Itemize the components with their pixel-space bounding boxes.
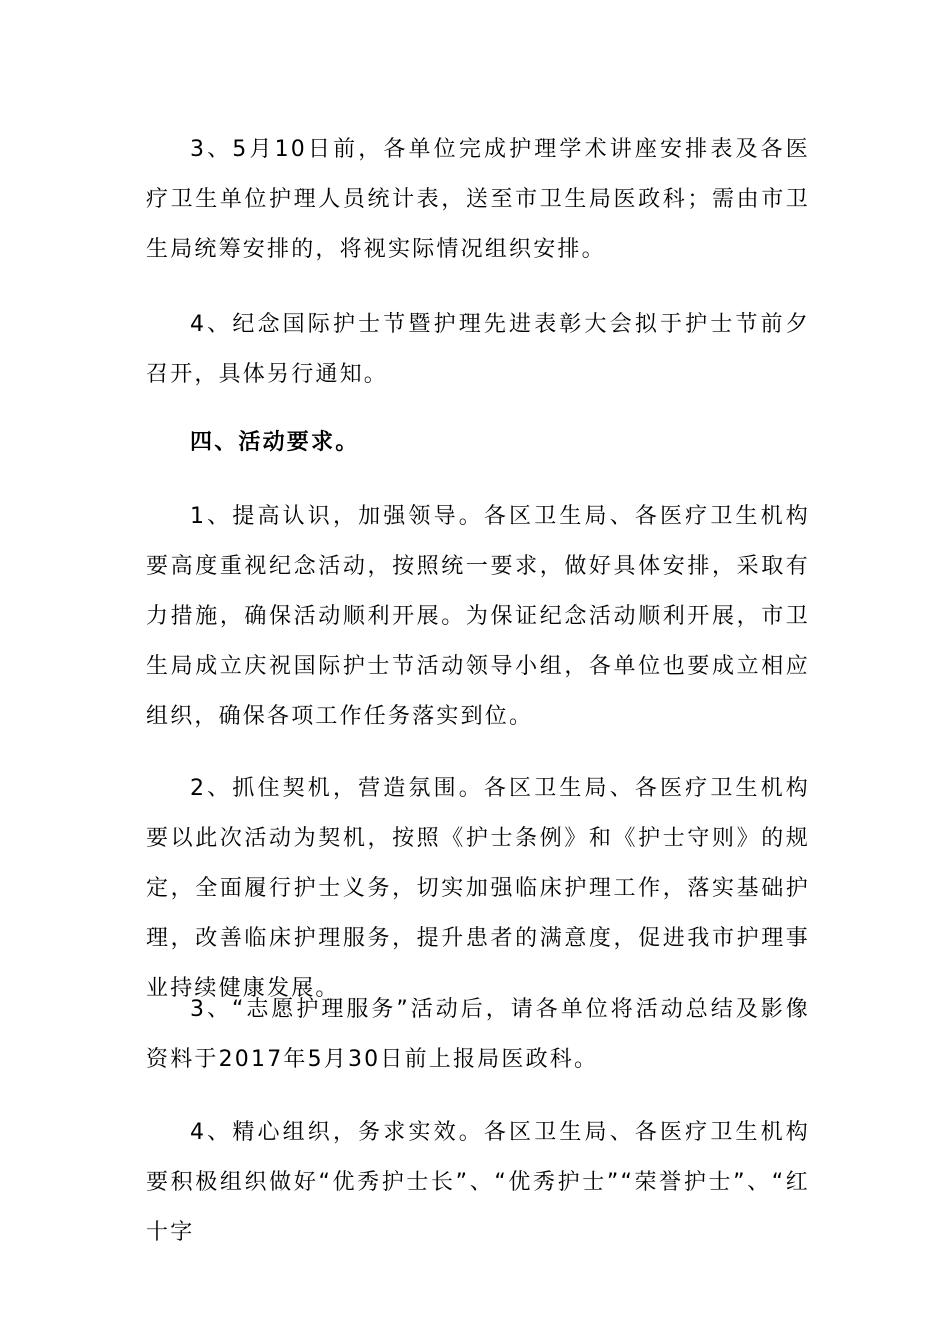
paragraph-requirement-1: 1、提高认识，加强领导。各区卫生局、各医疗卫生机构要高度重视纪念活动，按照统一要求，做好具体安排，采取有力措施，确保活动顺利开展。为保证纪念活动顺利开展，市卫生局成立庆祝国际护士节活动领导小组，各单位也要成立相应组织，确保各项工作任务落实到位。	[146, 504, 810, 729]
paragraph-requirement-3: 3、“志愿护理服务”活动后，请各单位将活动总结及影像资料于2017年5月30日前上报局医政科。	[146, 997, 810, 1072]
paragraph-requirement-4: 4、精心组织，务求实效。各区卫生局、各医疗卫生机构要积极组织做好“优秀护士长”、“优秀护士”“荣誉护士”、“红十字	[146, 1120, 810, 1245]
paragraph-item-3-schedule: 3、5月10日前，各单位完成护理学术讲座安排表及各医疗卫生单位护理人员统计表，送至市卫生局医政科；需由市卫生局统筹安排的，将视实际情况组织安排。	[146, 137, 810, 262]
paragraph-requirement-2: 2、抓住契机，营造氛围。各区卫生局、各医疗卫生机构要以此次活动为契机，按照《护士条例》和《护士守则》的规定，全面履行护士义务，切实加强临床护理工作，落实基础护理，改善临床护理服务，提升患者的满意度，促进我市护理事业持续健康发展。	[146, 776, 810, 1001]
section-heading-requirements: 四、活动要求。	[190, 430, 360, 455]
paragraph-item-4-conference: 4、纪念国际护士节暨护理先进表彰大会拟于护士节前夕召开，具体另行通知。	[146, 312, 810, 387]
